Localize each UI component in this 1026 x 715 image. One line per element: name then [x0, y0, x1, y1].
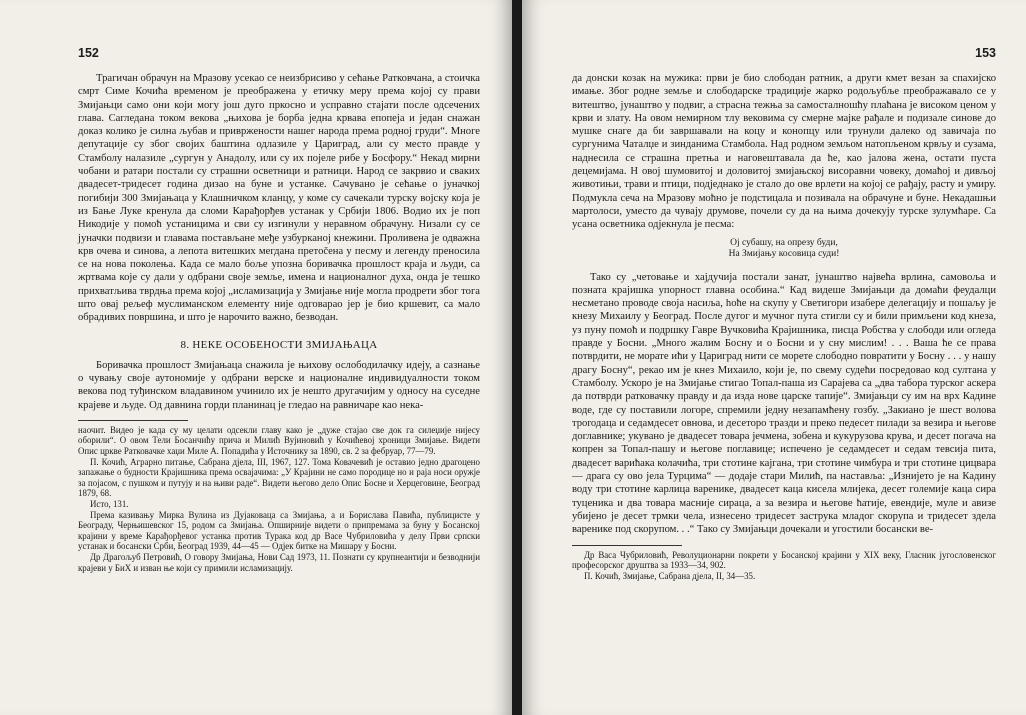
footnote: П. Кочић, Аграрно питање, Сабрана дјела, III, 1967, 127. Тома Ковачевић је оставио једно драгоцено запажање о будности Крајишника према освајачима: „У Крајини не само породице но и раја носи оружје за појасом, с пушком и путују и на њиви раде“. Видети његово дело Опис Босне и Херцеговине, Београд 1879, 68.	[78, 456, 480, 499]
verse-line: На Змијању косовица суди!	[728, 249, 840, 260]
page-number-right: 153	[975, 46, 996, 60]
footnote-rule	[572, 545, 682, 546]
footnote: наочит. Видео је када су му целати одсекли главу како је „дуже стајао све док га силеџије нијесу оборили“. О овом Тели Босанчићу прича и Милић Вујиновић у Кочићевој хроници Змијање. Видети Опис цркве Ратковачке хаџи Миле А. Попадића у Источнику за 1890, св. 2 за фебруар, 77—79.	[78, 424, 480, 457]
footnote: Др Васа Чубриловић, Револуционарни покрети у Босанској крајини у XIX веку, Гласник југословенског професорског друштва за 1933—34, 902.	[572, 549, 996, 571]
footnote: Према казивању Мирка Вулина из Дујаковаца са Змијања, а и Борислава Павића, публицисте у Београду, Черњишевског 15, родом са Змијања. Опширније видети о припремама за буну у Босанској крајини у време Карађорђевог устанка против Турака код др Васе Чубриловића у делу Први српски устанак и босански Срби, Београд 1939, 44—45 — Одјек битке на Мишару у Босни.	[78, 509, 480, 552]
footnote: Исто, 131.	[90, 498, 129, 509]
left-paragraph: Трагичан обрачун на Мразову усекао се неизбрисиво у сећање Ратковчана, а стоичка смрт Симе Кочића временом је преображена у етичку меру према којој су прави Змијањци само они који могу још дуго пркосно и усправно стајати после одсечених глава. Сагледана током векова „њихова је борба једна крвава епопеја и један снажан доказ колико је силна љубав и привржености нашег народа према родној груди“. Многе депутације су због својих баштина одлазиле у Цариград, али су место правде у Стамболу налазиле „сургун у Анадолу, или су их појеле рибе у Босфору.“ Некад мирни чобани и ратари постали су страшни осветници и ратници. Народ се закрвио и свакиx двадесет-тридесет година дизао на буне и устанке. Сачувано је сећање о јуначкој погибији 300 Змијањаца у Клашничком кланцу, у коме су сачекали турску војску која је из Бање Луке кренула да сломи Карађорђев устанак у Србији 1806. Водио их је поп Никодије у помоћ устаницима и сви су изгинули у неравном обрачуну. Низали су се јуначки подвизи и главама постављане међе узбурканој кнежини. Проливена је одважна крв очева и синова, а лепота витешких мегдана претočена у песму и легенду преносила се на нова поколења. Када се мало боље упозна боривачка прошлост краја и људи, са жртвама које су дали у одбрани своје земље, имена и националног духа, онда је тешко прихватљива тврдња према којој „исламизација у Змијање није могла продрети због тога што овај рељеф муслиманском елементу није одговарао јер је био кршевит, са мало обрадивих површина, и што је нарочито важно, безводан.	[78, 73, 480, 324]
left-body	[78, 72, 480, 325]
book-gutter	[512, 0, 522, 715]
section-heading: 8. НЕКЕ ОСОБЕНОСТИ ЗМИЈАЊАЦА	[180, 338, 378, 351]
footnote: Др Драгољуб Петровић, О говору Змијања, Нови Сад 1973, 11. Познати су крупнеантији и безводнији крајеви у БиХ и изван ње који су примили исламизацију.	[78, 551, 480, 573]
right-body	[572, 72, 996, 232]
right-footnotes	[572, 550, 996, 582]
footnote-rule	[78, 420, 188, 421]
right-page	[522, 0, 1026, 715]
verse-quote	[572, 238, 996, 261]
right-paragraph: да донски козак на мужика: први је био слободан ратник, а други кмет везан за спахијско имање. Због родне земље и слободарске традиције жарко родољубље преображавало се у витештво, јунаштво у подвиг, а страсна тежња за самосталношћу плаћана је високом ценом у крви и злату. На овом немирном тлу вековима су смерне мајке рађале и подизале синове до мушке снаге да би завршавали на коцу и конопцу или трунули далеко од завичаја по сургунима Чаталџе и зинданима Стамбола. Над родном земљом натопљеном крвљу и сузама, наднесила се страшна претња и наговештавала да ће, као јалова жена, остати пуста децемијама. Н овој шумовитој и доловитој змијањској висоравни човеку, домаћој и дивљој животињи, трави и птици, подједнако је стало до ове врлети на којој се рађају, расту и умиру. Подмукла сеча на Мразову мoћно је подстицала и позивала на обрачуне и буне. Некадашњи мартолоси, уместо да чувају друмове, почели су да на њима дочекују турске зулумћаре. Са усана осветника одјекнула је песма:	[572, 73, 996, 231]
page-number-left: 152	[78, 46, 99, 60]
section-paragraph: Боривачка прошлост Змијањаца снажила је њихову ослободилачку идеју, а сазнање о чувању своје аутономије у одбрани верске и националне индивидуалности током векова под туђинском владавином учинило их је нешто другачијим у односу на суседне крајеве и људе. Од давнина горди планинац је гледао на равничаре као нека-	[78, 359, 480, 411]
right-paragraph: Тако су „четовање и хајдучија постали занат, јунаштво највећа врлина, самовоља и позната крајишка упорност главна особина.“ Кад видеше Змијањци да домаћи феудалци несметано проводе своја насиља, hоће на скупу у Светигори изабере делегацију и пошаљу је кнезу Михаилу у Београд. После дугог и мучног пута стигли су и били примљени код кнеза, уз пуну помоћ и подршку Гавре Вучковића Крајишника, писца Робства у слободи или огледа правде у Босни. „Много жалим Босну и о Босни и у сну мислим! . . . Ваша ће се права потврдити, не морате ићи у Цариград нити се морете слободно повратити у Босну . . . у нашу драгу Босну“, рекао им је кнез Михаило, који је, по свему судећи посредовао код султана у Стамболу. Ускоро је на Змијање стигао Топал-паша из Сарајева са „два табора турског аскера да потврди ратковачку правду и да изда нове царске тапије“. Змијањци су им на врх Кадине воде, где су поставили логоре, спремили једну незапамћену гозбу. „Закиано је шест волова троrодаца и седамдесет овнова, и десеторо тразди и преко педесет пилади за везира и његове доглавнике; укувано је двадесет товара јечмена, зобена и кукурузова крува, и десет погача на копрен за Топал-пашу и његове поглавице; испечено је седамдесет и седам тевсија пита, двадесет варићака колачића, три стотине кајгана, три стотине чимбура и три стотине цицвара — драга су ово јела Турцима“ — додаје стари Милић, па наставља: „Изнијето је на Кадину воду три стотине карлица варенике, двадесет каца киселa млијека, десет големије каца сира туценика и два товара масније сирaца, а за везира и његове ћатије, евендије, муле и авизе убијено је десет трмки чела, изнесено тридесет заструка младог скорупа и тридесет зделa варенике под скорупом. . .“ Тако су Змијањци дочекали и угостили босански ве-	[572, 271, 996, 536]
right-body-2	[572, 271, 996, 537]
left-page	[0, 0, 512, 715]
left-footnotes	[78, 425, 480, 573]
footnote: П. Кочић, Змијање, Сабрана дјела, II, 34—35.	[584, 570, 756, 581]
verse-line: Oj субашу, на опрезу буди,	[730, 237, 838, 248]
section-body	[78, 359, 480, 412]
